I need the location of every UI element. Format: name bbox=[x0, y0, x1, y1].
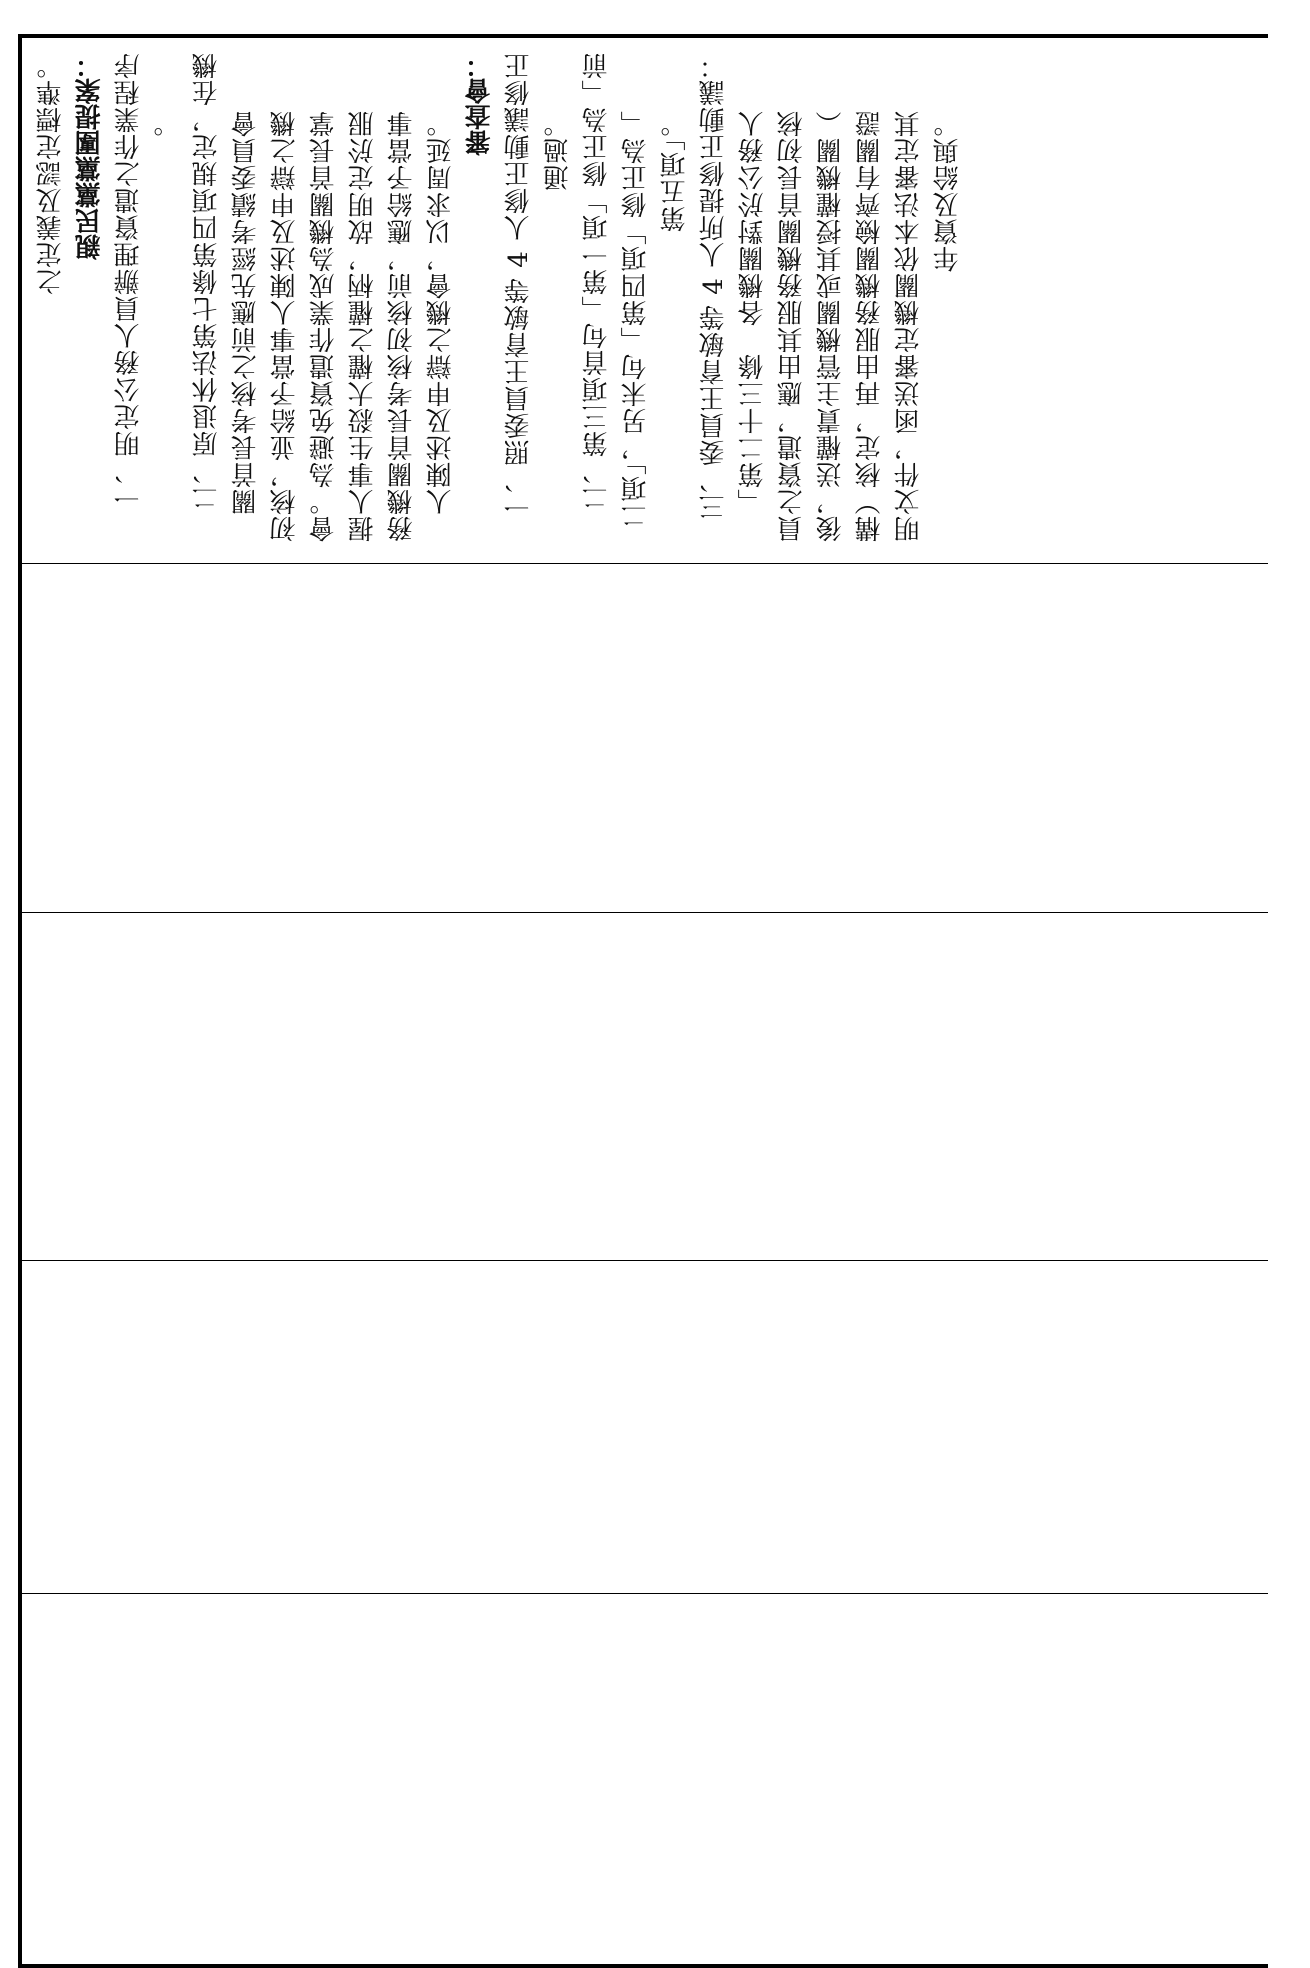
table-cell-empty bbox=[22, 1594, 1268, 1932]
text-line: 人陳述及申辯之機會，以求周延。 bbox=[426, 110, 456, 515]
text-line: 二、原退休法第七條第四項規定，在機 bbox=[192, 52, 222, 511]
table-cell-empty bbox=[22, 564, 1268, 913]
text-line: 一、照委員王育敏等 4 人修正動議修正 bbox=[504, 52, 534, 521]
text-line: 會。為避免資遣作業成為機關首長掌 bbox=[309, 110, 339, 542]
text-line: 通過。 bbox=[543, 110, 573, 191]
section-heading: 審查會： bbox=[465, 52, 495, 156]
document-table bbox=[18, 34, 1268, 1968]
text-line: 二項」，另末句「第四項」修正為「 bbox=[621, 110, 651, 529]
table-cell-explanation bbox=[22, 38, 1268, 564]
text-line: 初核，並給予當事人陳述及申辯之機 bbox=[270, 110, 300, 542]
text-line: 明文件，函送審定機關依本法審定其 bbox=[894, 110, 924, 542]
text-line: 一、明定公務人員辦理資遣之作業程序 bbox=[114, 52, 144, 511]
table-cell-empty bbox=[22, 913, 1268, 1261]
text-line: 後，送權責主管機關或其授權機關（ bbox=[816, 110, 846, 542]
table-cell-empty bbox=[22, 1261, 1268, 1594]
text-line: 第五項」。 bbox=[660, 110, 690, 232]
text-line: 握人事生殺大權之權柄，故明定於服 bbox=[348, 110, 378, 542]
text-line: 之定義及認定標準。 bbox=[36, 52, 66, 295]
text-line: 員之資遣，應由其服務機關首長初核 bbox=[777, 110, 807, 542]
section-heading: 親民黨黨團提案： bbox=[75, 52, 105, 260]
vertical-text-block bbox=[32, 52, 968, 552]
text-line: 。 bbox=[153, 110, 183, 137]
text-line: 二、第三項首句「第一項」修正為「前 bbox=[582, 52, 612, 511]
text-line: 務機關首長考核初核前，應給予當事 bbox=[387, 110, 417, 542]
text-line: 構）核定，再由服務機關檢齊有關證 bbox=[855, 110, 885, 542]
text-line: 「第二十三條 各機關對於公務人 bbox=[738, 110, 768, 515]
text-line: 關首長考核之前應先經考績委員會 bbox=[231, 110, 261, 515]
text-line: 三、委員王育敏等 4 人所提修正動議： bbox=[699, 52, 729, 521]
text-line: 年資及給與。 bbox=[933, 110, 963, 272]
